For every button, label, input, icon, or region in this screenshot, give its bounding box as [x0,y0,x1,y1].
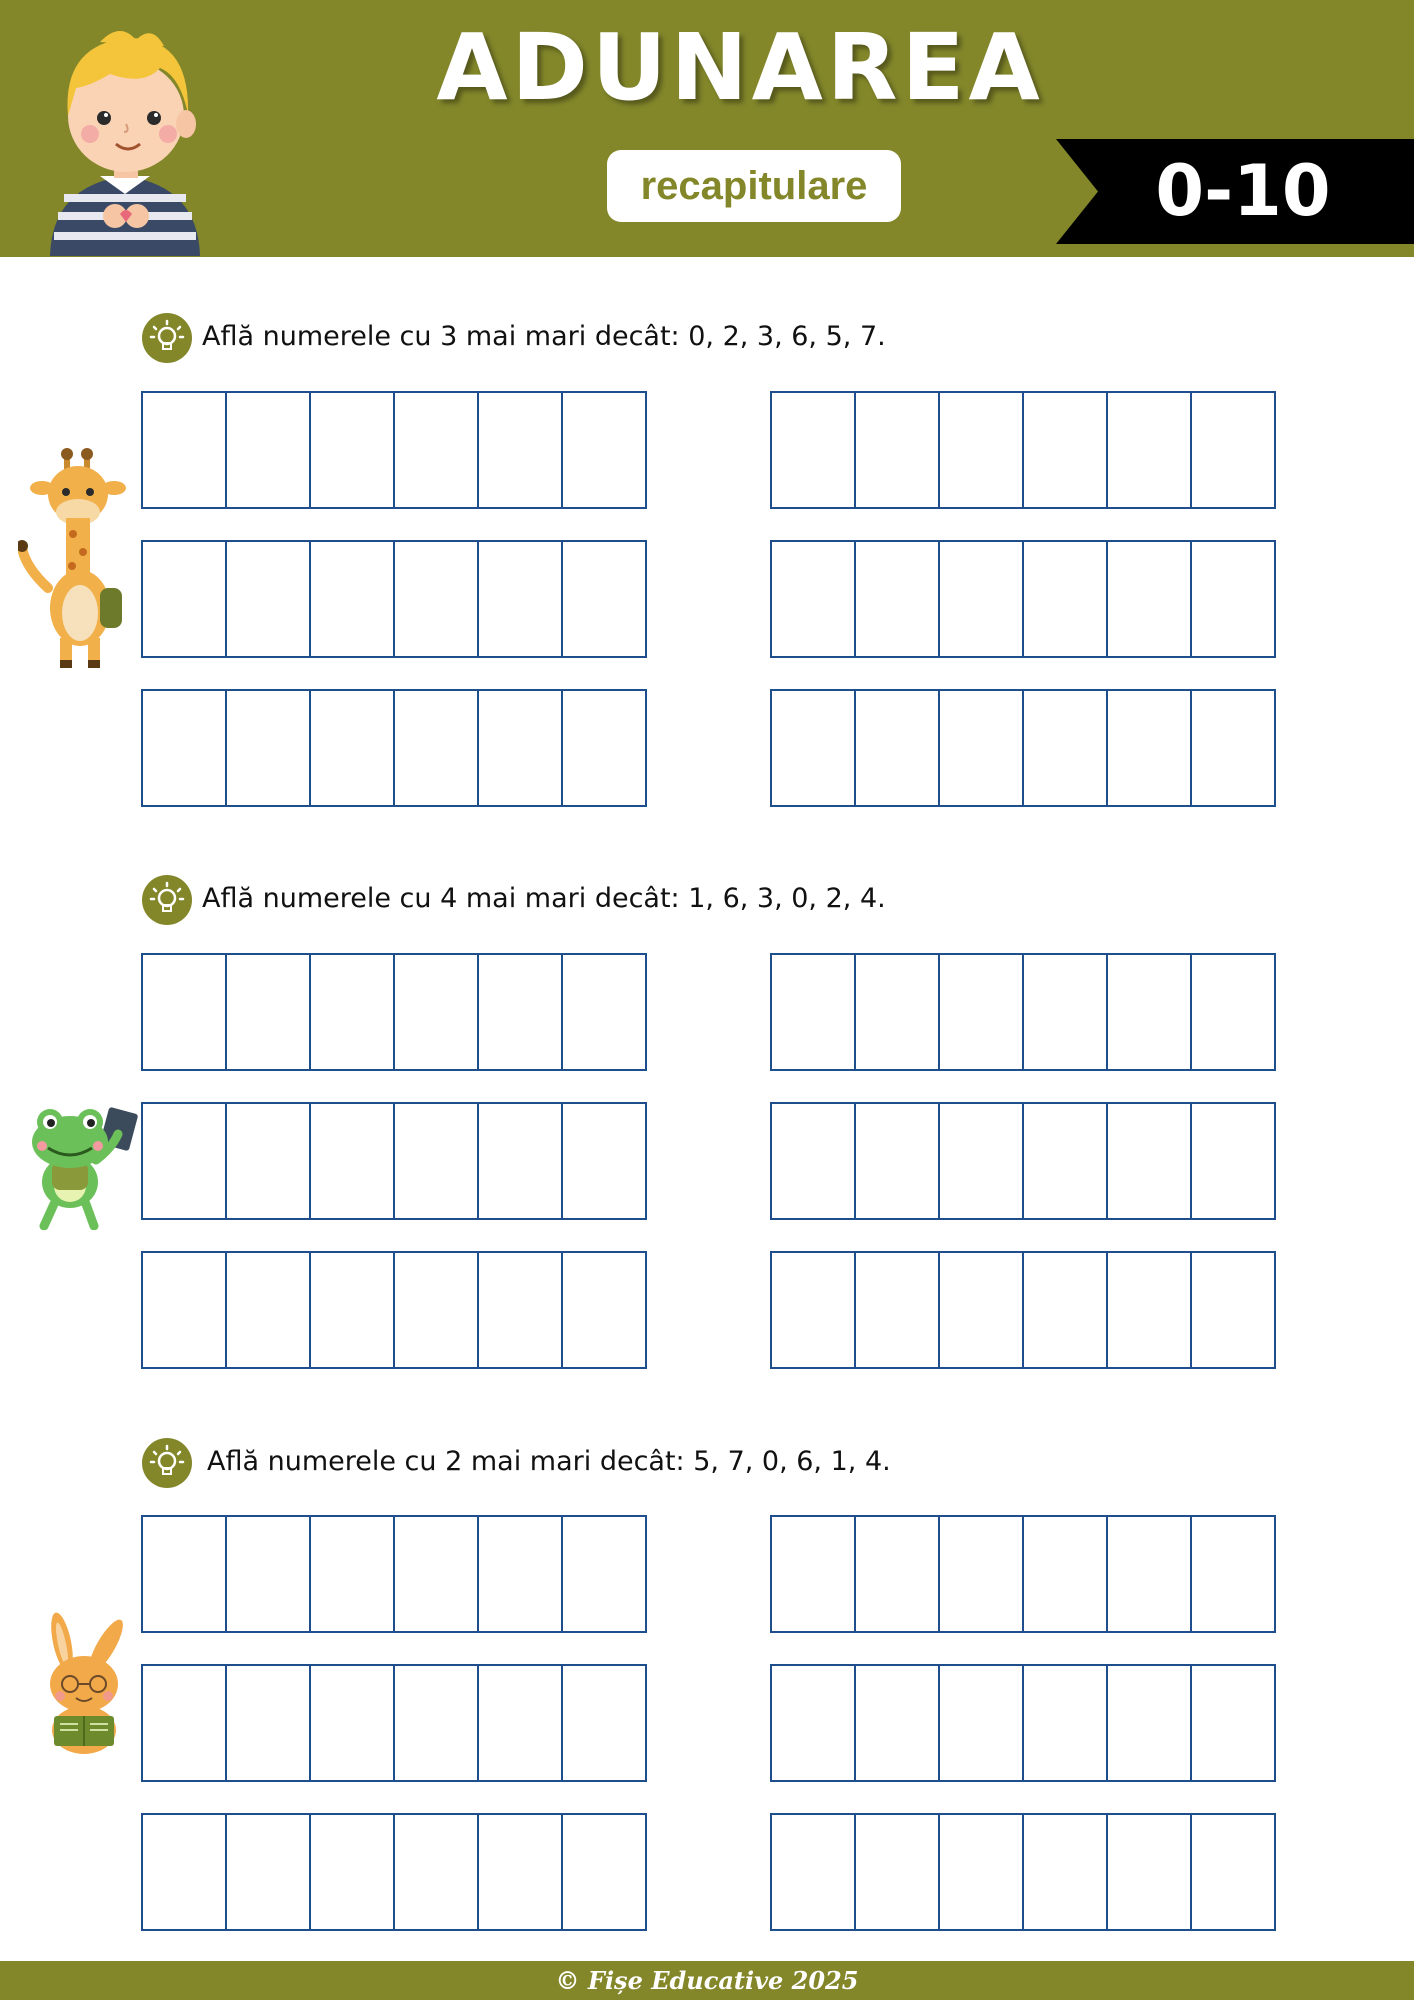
answer-cell[interactable] [393,1102,479,1220]
answer-cell[interactable] [309,1102,395,1220]
answer-cell[interactable] [854,1251,940,1369]
answer-cell[interactable] [225,1515,311,1633]
answer-cell[interactable] [225,540,311,658]
answer-cell[interactable] [770,1664,856,1782]
answer-cell[interactable] [1106,1664,1192,1782]
answer-cell[interactable] [1022,1813,1108,1931]
exercise-2-instruction: Află numerele cu 4 mai mari decât: 1, 6, 3, 0, 2, 4. [202,883,886,914]
answer-cell[interactable] [477,391,563,509]
answer-cell[interactable] [938,1813,1024,1931]
answer-cell[interactable] [309,540,395,658]
answer-cell[interactable] [1190,1515,1276,1633]
answer-cell[interactable] [141,1515,227,1633]
answer-cell[interactable] [1106,391,1192,509]
answer-cell[interactable] [1190,1664,1276,1782]
answer-cell[interactable] [393,540,479,658]
answer-grid-row [141,1664,645,1782]
copyright-text: © Fișe Educative 2025 [555,1966,859,1995]
answer-grid-row [770,953,1274,1071]
answer-cell[interactable] [309,1515,395,1633]
answer-cell[interactable] [477,1251,563,1369]
answer-cell[interactable] [561,1813,647,1931]
answer-grid-row [770,1102,1274,1220]
answer-grid-row [141,540,645,658]
answer-cell[interactable] [854,953,940,1071]
answer-cell[interactable] [1190,391,1276,509]
answer-cell[interactable] [938,1664,1024,1782]
answer-grid-row [141,1251,645,1369]
answer-cell[interactable] [141,689,227,807]
answer-cell[interactable] [225,1251,311,1369]
answer-cell[interactable] [393,953,479,1071]
answer-cell[interactable] [393,1251,479,1369]
answer-cell[interactable] [141,1813,227,1931]
answer-cell[interactable] [1022,1664,1108,1782]
answer-cell[interactable] [561,1664,647,1782]
answer-cell[interactable] [309,391,395,509]
answer-cell[interactable] [225,391,311,509]
answer-cell[interactable] [477,540,563,658]
answer-cell[interactable] [1106,953,1192,1071]
answer-cell[interactable] [854,689,940,807]
answer-cell[interactable] [938,391,1024,509]
answer-cell[interactable] [477,1664,563,1782]
answer-cell[interactable] [1106,1102,1192,1220]
answer-cell[interactable] [854,391,940,509]
answer-cell[interactable] [561,1515,647,1633]
range-label: 0-10 [1155,150,1331,232]
answer-cell[interactable] [1106,689,1192,807]
answer-cell[interactable] [141,1664,227,1782]
answer-cell[interactable] [309,1813,395,1931]
answer-cell[interactable] [854,540,940,658]
answer-cell[interactable] [141,540,227,658]
answer-cell[interactable] [141,1102,227,1220]
lightbulb-icon [142,1438,192,1488]
answer-cell[interactable] [1022,391,1108,509]
answer-cell[interactable] [141,391,227,509]
answer-grid-row [141,1813,645,1931]
answer-cell[interactable] [1022,1515,1108,1633]
answer-cell[interactable] [1190,540,1276,658]
answer-grid-row [770,1664,1274,1782]
answer-grid-row [770,1515,1274,1633]
answer-cell[interactable] [477,1102,563,1220]
answer-cell[interactable] [477,689,563,807]
answer-cell[interactable] [1190,1102,1276,1220]
answer-cell[interactable] [854,1102,940,1220]
answer-grid-row [141,953,645,1071]
answer-cell[interactable] [561,391,647,509]
exercise-3-instruction: Află numerele cu 2 mai mari decât: 5, 7, 0, 6, 1, 4. [207,1446,891,1477]
answer-cell[interactable] [770,1813,856,1931]
answer-cell[interactable] [393,689,479,807]
giraffe-illustration [18,448,133,670]
answer-cell[interactable] [561,953,647,1071]
answer-cell[interactable] [393,1515,479,1633]
answer-cell[interactable] [770,1102,856,1220]
answer-cell[interactable] [1190,953,1276,1071]
answer-cell[interactable] [393,1664,479,1782]
answer-cell[interactable] [393,1813,479,1931]
answer-grid-row [141,1515,645,1633]
answer-grid-row [770,391,1274,509]
answer-cell[interactable] [770,953,856,1071]
answer-cell[interactable] [225,1664,311,1782]
frog-illustration [24,1100,140,1230]
answer-cell[interactable] [561,1102,647,1220]
answer-cell[interactable] [393,391,479,509]
answer-cell[interactable] [1022,953,1108,1071]
answer-cell[interactable] [561,1251,647,1369]
lightbulb-icon [142,313,192,363]
answer-cell[interactable] [1106,1515,1192,1633]
answer-cell[interactable] [141,953,227,1071]
answer-cell[interactable] [854,1664,940,1782]
answer-cell[interactable] [225,689,311,807]
answer-grid-row [141,689,645,807]
answer-grid-row [141,391,645,509]
subtitle-badge: recapitulare [607,150,901,222]
answer-grid-row [770,1251,1274,1369]
answer-cell[interactable] [477,1813,563,1931]
answer-cell[interactable] [141,1251,227,1369]
exercise-1-instruction: Află numerele cu 3 mai mari decât: 0, 2, 3, 6, 5, 7. [202,321,886,352]
answer-cell[interactable] [1106,540,1192,658]
answer-cell[interactable] [561,689,647,807]
answer-cell[interactable] [938,1102,1024,1220]
answer-grid-row [141,1102,645,1220]
answer-cell[interactable] [1190,689,1276,807]
answer-cell[interactable] [225,953,311,1071]
answer-cell[interactable] [1022,1251,1108,1369]
answer-cell[interactable] [1022,689,1108,807]
answer-cell[interactable] [225,1102,311,1220]
answer-cell[interactable] [1190,1251,1276,1369]
answer-cell[interactable] [770,540,856,658]
answer-cell[interactable] [309,689,395,807]
answer-cell[interactable] [1022,540,1108,658]
answer-cell[interactable] [1022,1102,1108,1220]
answer-cell[interactable] [477,953,563,1071]
answer-cell[interactable] [770,1515,856,1633]
answer-grid-row [770,1813,1274,1931]
answer-cell[interactable] [770,689,856,807]
bunny-illustration [40,1612,130,1756]
answer-cell[interactable] [938,953,1024,1071]
answer-cell[interactable] [225,1813,311,1931]
answer-grid-row [770,540,1274,658]
answer-cell[interactable] [938,1515,1024,1633]
answer-cell[interactable] [938,689,1024,807]
answer-cell[interactable] [309,953,395,1071]
answer-cell[interactable] [854,1515,940,1633]
answer-cell[interactable] [1106,1251,1192,1369]
answer-cell[interactable] [1190,1813,1276,1931]
footer-bar [0,1961,1414,2000]
answer-cell[interactable] [938,1251,1024,1369]
answer-cell[interactable] [309,1251,395,1369]
answer-cell[interactable] [770,1251,856,1369]
answer-cell[interactable] [854,1813,940,1931]
answer-cell[interactable] [309,1664,395,1782]
answer-cell[interactable] [1106,1813,1192,1931]
answer-cell[interactable] [561,540,647,658]
page-title: ADUNAREA [436,14,1044,121]
lightbulb-icon [142,875,192,925]
answer-grid-row [770,689,1274,807]
answer-cell[interactable] [477,1515,563,1633]
answer-cell[interactable] [770,391,856,509]
answer-cell[interactable] [938,540,1024,658]
